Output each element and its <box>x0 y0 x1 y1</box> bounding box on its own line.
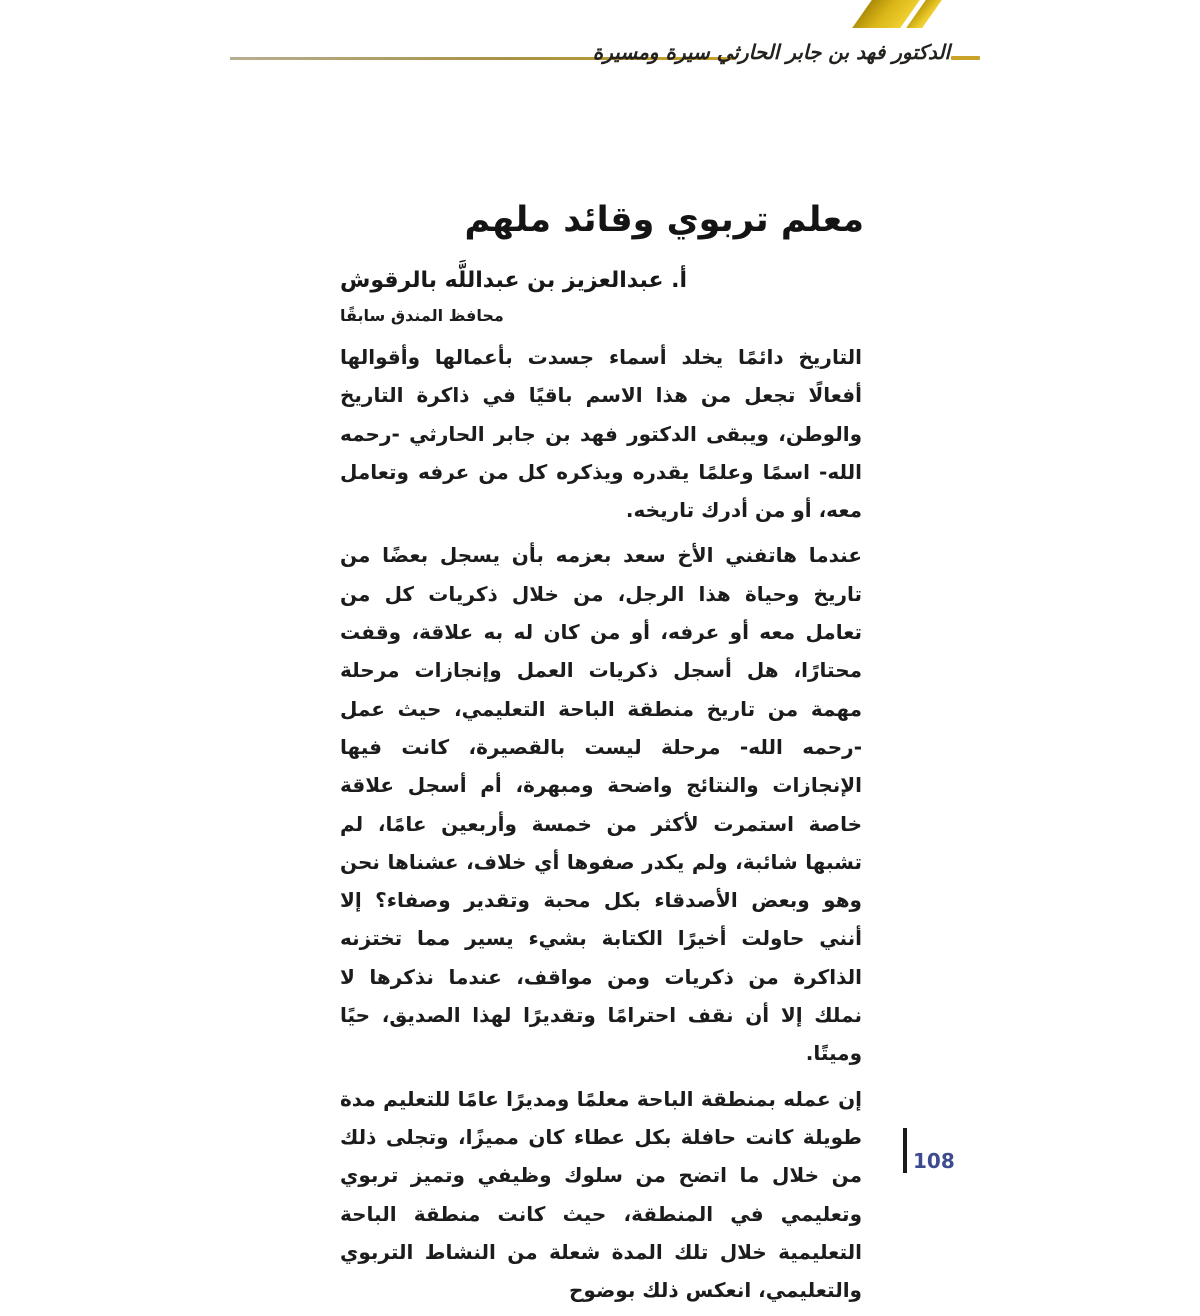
article-body <box>340 338 862 1316</box>
paragraph: التاريخ دائمًا يخلد أسماء جسدت بأعمالها وأقوالها أفعالًا تجعل من هذا الاسم باقيًا في ذاكرة التاريخ والوطن، ويبقى الدكتور فهد بن جابر الحارثي -رحمه الله- اسمًا وعلمًا يقدره ويذكره كل من عرفه وتعامل معه، أو من أدرك تاريخه. <box>340 345 862 523</box>
paragraph: عندما هاتفني الأخ سعد بعزمه بأن يسجل بعضًا من تاريخ وحياة هذا الرجل، من خلال ذكريات كل من تعامل معه أو عرفه، أو من كان له به علاقة، وقفت محتارًا، هل أسجل ذكريات العمل وإنجازات مرحلة مهمة من تاريخ منطقة الباحة التعليمي، حيث عمل -رحمه الله- مرحلة ليست بالقصيرة، كانت فيها الإنجازات والنتائج واضحة ومبهرة، أم أسجل علاقة خاصة استمرت لأكثر من خمسة وأربعين عامًا، لم تشبها شائبة، ولم يكدر صفوها أي خلاف، عشناها نحن وهو وبعض الأصدقاء بكل محبة وتقدير وصفاء؟ إلا أنني حاولت أخيرًا الكتابة بشيء يسير مما تختزنه الذاكرة من ذكريات ومن مواقف، عندما نذكرها لا نملك إلا أن نقف احترامًا وتقديرًا لهذا الصديق، حيًا وميتًا. <box>340 543 862 1066</box>
page-number-bar <box>903 1128 907 1173</box>
article-title: معلم تربوي وقائد ملهم <box>464 200 864 240</box>
header-gold-dash <box>951 56 980 60</box>
paragraph: إن عمله بمنطقة الباحة معلمًا ومديرًا عامًا للتعليم مدة طويلة كانت حافلة بكل عطاء كان مميزًا، وتجلى ذلك من خلال ما اتضح من سلوك وظيفي وتميز تربوي وتعليمي في المنطقة، حيث كانت منطقة الباحة التعليمية خلال تلك المدة شعلة من النشاط التربوي والتعليمي، انعكس ذلك بوضوح <box>340 1086 862 1303</box>
author-role: محافظ المندق سابقًا <box>340 306 504 325</box>
publisher-gold-slash-logo-icon <box>846 0 956 32</box>
author-name: أ. عبدالعزيز بن عبداللَّه بالرقوش <box>340 268 688 293</box>
running-head-book-title: الدكتور فهد بن جابر الحارثي سيرة ومسيرة <box>592 40 950 64</box>
page-number: 108 <box>913 1149 955 1173</box>
